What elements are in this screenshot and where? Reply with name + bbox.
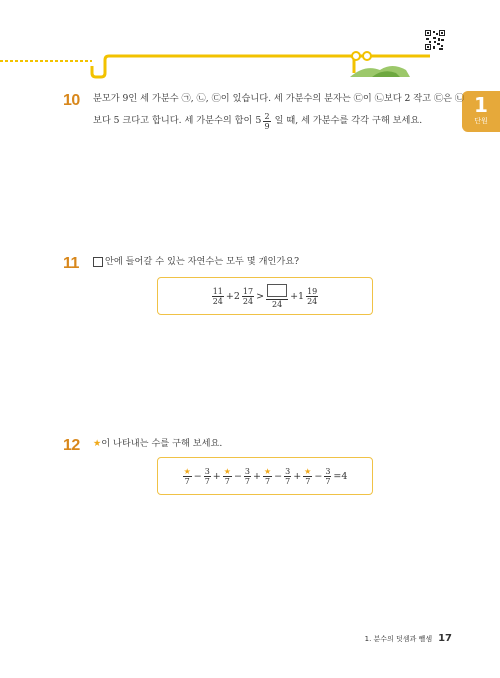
problem-10-line2 bbox=[93, 111, 422, 131]
minus-sign: − bbox=[274, 470, 283, 482]
three-sevenths bbox=[204, 467, 211, 486]
plus-sign: + bbox=[293, 470, 302, 482]
problem-12-equation-box bbox=[157, 457, 373, 495]
denominator: 7 bbox=[224, 476, 230, 486]
numerator: 3 bbox=[244, 466, 250, 476]
problem-11-text: 안에 들어갈 수 있는 자연수는 모두 몇 개인가요? bbox=[105, 256, 299, 267]
star-fraction bbox=[263, 467, 272, 486]
problem-10-sum bbox=[255, 111, 271, 131]
problem-11-number: 11 bbox=[63, 255, 79, 272]
term-4 bbox=[306, 287, 318, 306]
star-icon: ★ bbox=[263, 466, 272, 476]
term-2-numerator: 17 bbox=[242, 286, 254, 296]
term-4-numerator: 19 bbox=[307, 286, 318, 296]
problem-10-number: 10 bbox=[63, 92, 80, 109]
numerator: 3 bbox=[325, 466, 331, 476]
page-number: 17 bbox=[438, 633, 452, 644]
denominator: 7 bbox=[265, 476, 271, 486]
sum-numerator: 2 bbox=[264, 111, 270, 121]
three-sevenths bbox=[284, 467, 291, 486]
term-1 bbox=[212, 287, 224, 306]
problem-11-equation-box bbox=[157, 277, 373, 315]
operator-plus-1: +1 bbox=[290, 290, 305, 302]
equals-4: =4 bbox=[333, 470, 348, 482]
problem-11-equation bbox=[211, 284, 320, 309]
problem-12-number: 12 bbox=[63, 437, 80, 454]
problem-11-question bbox=[93, 252, 299, 272]
star-fraction bbox=[183, 467, 192, 486]
plus-sign: + bbox=[212, 470, 221, 482]
sum-denominator: 9 bbox=[264, 121, 270, 131]
star-fraction bbox=[223, 467, 232, 486]
star-icon: ★ bbox=[183, 466, 191, 476]
answer-blank[interactable] bbox=[267, 284, 287, 297]
numerator: 3 bbox=[285, 466, 291, 476]
term-2-denominator: 24 bbox=[242, 296, 254, 306]
chapter-label: 단원 bbox=[474, 117, 488, 125]
denominator: 7 bbox=[285, 476, 291, 486]
term-1-denominator: 24 bbox=[212, 296, 223, 306]
problem-10-line2-start: 보다 5 크다고 합니다. 세 가분수의 합이 bbox=[93, 115, 253, 126]
problem-12-question bbox=[93, 434, 222, 454]
problem-12-text: 이 나타내는 수를 구해 보세요. bbox=[101, 438, 223, 449]
chapter-number: 1 bbox=[474, 93, 488, 117]
minus-sign: − bbox=[193, 470, 202, 482]
sum-whole: 5 bbox=[255, 115, 262, 126]
numerator: 3 bbox=[204, 466, 210, 476]
term-1-numerator: 11 bbox=[212, 286, 223, 296]
star-icon: ★ bbox=[93, 438, 102, 449]
star-icon: ★ bbox=[223, 466, 231, 476]
denominator: 7 bbox=[244, 476, 250, 486]
sum-fraction bbox=[263, 112, 270, 131]
problem-10-line2-end: 일 때, 세 가분수를 각각 구해 보세요. bbox=[274, 115, 423, 126]
header-decoration bbox=[0, 40, 460, 89]
term-3-denominator: 24 bbox=[271, 299, 283, 309]
page-footer bbox=[365, 633, 452, 644]
three-sevenths bbox=[244, 467, 251, 486]
minus-sign: − bbox=[314, 470, 323, 482]
footer-section-title: 1. 분수의 덧셈과 뺄셈 bbox=[364, 634, 433, 643]
three-sevenths bbox=[324, 467, 331, 486]
denominator: 7 bbox=[184, 476, 190, 486]
term-3-numerator[interactable] bbox=[266, 284, 288, 300]
denominator: 7 bbox=[305, 476, 311, 486]
comparison-sign: > bbox=[256, 290, 265, 302]
denominator: 7 bbox=[204, 476, 210, 486]
star-fraction bbox=[303, 467, 312, 486]
chapter-tab bbox=[462, 91, 500, 132]
problem-10-line1: 분모가 9인 세 가분수 ㉠, ㉡, ㉢이 있습니다. 세 가분수의 분자는 ㉢이 ㉡보다 2 작고 ㉢은 ㉡ bbox=[93, 93, 465, 104]
minus-sign: − bbox=[233, 470, 242, 482]
star-icon: ★ bbox=[304, 466, 312, 476]
operator-plus-2: +2 bbox=[225, 290, 240, 302]
problem-12-equation bbox=[182, 467, 349, 486]
term-3 bbox=[266, 284, 288, 309]
plus-sign: + bbox=[253, 470, 261, 482]
blank-box-icon bbox=[93, 257, 103, 267]
term-2 bbox=[242, 287, 254, 306]
term-4-denominator: 24 bbox=[307, 296, 318, 306]
denominator: 7 bbox=[325, 476, 331, 486]
